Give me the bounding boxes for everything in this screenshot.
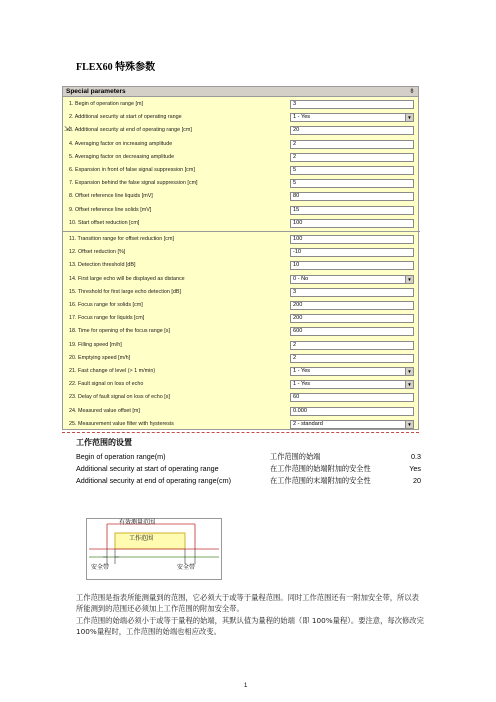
- parameter-select[interactable]: [290, 367, 414, 376]
- parameter-row: [63, 99, 420, 109]
- parameter-input[interactable]: [290, 166, 414, 175]
- parameter-label: 3. Additional security at end of operating range [cm]: [69, 127, 192, 134]
- parameter-input[interactable]: [290, 140, 414, 149]
- parameter-value: 2: [293, 140, 297, 147]
- definition-chinese: 在工作范围的始端附加的安全性: [270, 464, 371, 473]
- parameter-value: 3: [293, 101, 297, 107]
- parameter-label: 4. Averaging factor on increasing amplitude: [69, 140, 173, 147]
- parameter-label: 14. First large echo will be displayed as distance: [69, 275, 185, 282]
- parameter-row: [63, 379, 420, 389]
- group-divider: [63, 231, 420, 232]
- parameter-input[interactable]: [290, 248, 414, 257]
- paragraph: 工作范围是指表所能测量到的范围，它必须大于或等于量程范围。同时工作范围还有一附加安全带，所以表所能测到的范围还必须加上工作范围的附加安全带。: [76, 593, 419, 613]
- chevron-down-icon[interactable]: ▼: [405, 114, 413, 121]
- parameter-input[interactable]: [290, 261, 414, 270]
- paragraph: 工作范围的始端必须小于或等于量程的始端，其默认值为量程的始端（即 100%量程）。要注意，每次修改完 100%量程时，工作范围的始端也相应改变。: [76, 616, 424, 636]
- parameter-row: [63, 353, 420, 363]
- parameter-value: 15: [293, 206, 300, 213]
- parameter-input[interactable]: [290, 126, 414, 135]
- right-safety-band-label: 安全带: [177, 565, 196, 571]
- panel-title: Special parameters: [66, 88, 126, 95]
- parameter-value: 20: [293, 127, 300, 134]
- section-title: 工作范围的设置: [76, 438, 132, 447]
- parameter-row: [63, 234, 420, 244]
- parameter-value: 60: [293, 394, 300, 401]
- parameter-value: 2: [293, 153, 297, 160]
- parameter-label: 6. Expansion in front of false signal suppression [cm]: [69, 167, 195, 173]
- panel-header: [63, 87, 418, 97]
- definition-value: 20: [413, 476, 421, 485]
- parameter-label: 7. Expansion behind the false signal suppression [cm]: [69, 180, 198, 187]
- parameter-row: [63, 313, 420, 323]
- parameter-input[interactable]: [290, 314, 414, 323]
- parameter-row: [63, 300, 420, 310]
- parameter-label: 22. Fault signal on loss of echo: [69, 381, 144, 388]
- pin-icon[interactable]: ⇟: [409, 88, 415, 95]
- parameter-input[interactable]: [290, 206, 414, 215]
- parameter-value: 5: [293, 180, 297, 187]
- parameter-label: 1. Begin of operation range [m]: [69, 101, 144, 107]
- parameter-select[interactable]: [290, 275, 414, 284]
- parameter-input[interactable]: [290, 301, 414, 310]
- parameter-row: [63, 392, 420, 402]
- chevron-down-icon[interactable]: ▼: [405, 381, 413, 388]
- parameter-label: 13. Detection threshold [dB]: [69, 262, 136, 269]
- parameter-row: [63, 152, 420, 162]
- page-separator: [62, 432, 419, 433]
- parameter-label: 23. Delay of fault signal on loss of echo [s]: [69, 394, 170, 401]
- operating-range-diagram: [86, 518, 222, 580]
- parameter-value: 10: [293, 262, 300, 269]
- parameter-label: 20. Emptying speed [m/h]: [69, 354, 131, 361]
- parameter-label: 10. Start offset reduction [cm]: [69, 219, 140, 226]
- parameter-value: 3: [293, 288, 297, 295]
- parameter-row: [63, 260, 420, 270]
- special-parameters-panel: [62, 86, 419, 430]
- definition-value: 0.3: [411, 452, 421, 461]
- parameter-row: [63, 419, 420, 429]
- effective-range-label: 有效测量范围: [119, 520, 156, 526]
- parameter-value: 5: [293, 167, 297, 173]
- parameter-input[interactable]: [290, 179, 414, 188]
- parameter-label: 17. Focus range for liquids [cm]: [69, 315, 145, 322]
- parameter-value: 1 - Yes: [293, 381, 311, 388]
- parameter-input[interactable]: [290, 327, 414, 336]
- definition-row: [76, 475, 421, 486]
- parameter-input[interactable]: [290, 219, 414, 228]
- parameter-label: 15. Threshold for first large echo detection [dB]: [69, 288, 181, 295]
- parameter-label: 25. Measurement value filter with hysteresis: [69, 420, 174, 427]
- parameter-select[interactable]: [290, 380, 414, 389]
- parameter-row: [63, 205, 420, 215]
- parameter-label: 16. Focus range for solids [cm]: [69, 302, 143, 308]
- parameter-label: 24. Measured value offset [m]: [69, 407, 140, 414]
- parameter-row: [63, 247, 420, 257]
- parameter-input[interactable]: [290, 393, 414, 402]
- parameter-row: [63, 191, 420, 201]
- parameter-input[interactable]: [290, 100, 414, 109]
- definition-row: [76, 463, 421, 474]
- definition-value: Yes: [409, 464, 421, 473]
- parameter-row: [63, 218, 420, 228]
- chevron-down-icon[interactable]: ▼: [405, 276, 413, 283]
- parameter-label: 18. Time for opening of the focus range [s]: [69, 328, 170, 335]
- parameter-label: 5. Averaging factor on decreasing amplitude: [69, 153, 175, 160]
- left-safety-band-label: 安全带: [91, 565, 110, 571]
- parameter-value: 0 - No: [293, 275, 309, 282]
- parameter-value: 100: [293, 219, 303, 226]
- operating-range-label: 工作范围: [129, 536, 154, 542]
- parameter-input[interactable]: [290, 235, 414, 244]
- mouse-cursor-icon: ⇲: [64, 126, 70, 133]
- parameter-select[interactable]: [290, 420, 414, 429]
- parameter-label: 21. Fast change of level (> 1 m/min): [69, 368, 156, 374]
- parameter-row: [63, 178, 420, 188]
- parameter-input[interactable]: [290, 288, 414, 297]
- parameter-select[interactable]: [290, 113, 414, 122]
- parameter-value: 100: [293, 236, 303, 242]
- parameter-input[interactable]: [290, 407, 414, 416]
- parameter-input[interactable]: [290, 153, 414, 162]
- parameter-row: [63, 125, 420, 135]
- parameter-label: 2. Additional security at start of operating range: [69, 114, 182, 121]
- definition-english: Begin of operation range(m): [76, 452, 166, 461]
- parameter-input[interactable]: [290, 341, 414, 350]
- chevron-down-icon[interactable]: ▼: [405, 421, 413, 428]
- parameter-value: 200: [293, 302, 303, 308]
- parameter-value: 1 - Yes: [293, 368, 311, 374]
- definition-chinese: 在工作范围的末端附加的安全性: [270, 476, 371, 485]
- parameter-row: [63, 112, 420, 122]
- document-title: FLEX60 特殊参数: [76, 62, 156, 73]
- definition-chinese: 工作范围的始端: [270, 452, 321, 461]
- parameter-value: -10: [293, 249, 302, 256]
- parameter-row: [63, 326, 420, 336]
- parameter-row: [63, 366, 420, 376]
- parameter-row: [63, 165, 420, 175]
- parameter-label: 19. Filling speed [m/h]: [69, 341, 122, 348]
- parameter-value: 80: [293, 193, 300, 200]
- parameter-label: 11. Transition range for offset reduction [cm]: [69, 236, 174, 242]
- parameter-label: 12. Offset reduction [%]: [69, 249, 126, 256]
- definition-row: [76, 451, 421, 462]
- parameter-row: [63, 139, 420, 149]
- definition-english: Additional security at start of operating range: [76, 464, 219, 473]
- parameter-label: 8. Offset reference line liquids [mV]: [69, 193, 153, 200]
- parameter-value: 2 - standard: [293, 420, 323, 427]
- definition-english: Additional security at end of operating range(cm): [76, 476, 232, 485]
- parameter-label: 9. Offset reference line solids [mV]: [69, 206, 152, 213]
- parameter-value: 1 - Yes: [293, 114, 311, 121]
- parameter-value: 0.000: [293, 407, 307, 414]
- parameter-value: 2: [293, 341, 297, 348]
- parameter-input[interactable]: [290, 354, 414, 363]
- parameter-value: 2: [293, 354, 297, 361]
- parameter-row: [63, 274, 420, 284]
- parameter-row: [63, 287, 420, 297]
- parameter-value: 600: [293, 328, 303, 335]
- parameter-row: [63, 340, 420, 350]
- parameter-value: 200: [293, 315, 303, 322]
- page-number: 1: [244, 683, 248, 689]
- parameter-row: [63, 406, 420, 416]
- chevron-down-icon[interactable]: ▼: [405, 368, 413, 375]
- parameter-input[interactable]: [290, 192, 414, 201]
